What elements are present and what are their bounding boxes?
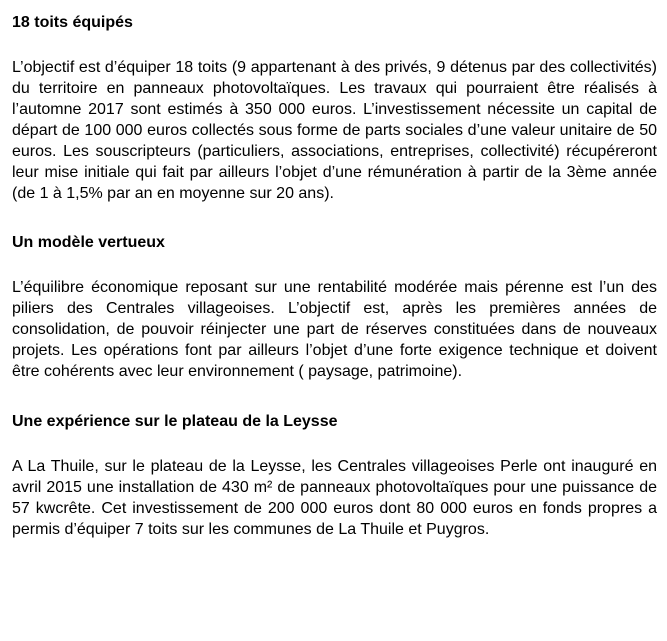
section-heading: Un modèle vertueux bbox=[12, 234, 165, 251]
section-modele-vertueux bbox=[12, 232, 657, 382]
section-paragraph: A La Thuile, sur le plateau de la Leysse, les Centrales villageoises Perle ont inauguré en avril 2015 une installation de 430 m² de panneaux photovoltaïques pour une puissance de 57 kwcrête. Cet investissement de 200 000 euros dont 80 000 euros en fonds propres a permis d’équiper 7 toits sur les communes de La Thuile et Puygros. bbox=[12, 458, 657, 538]
section-toits-equipes bbox=[12, 12, 657, 204]
section-heading: Une expérience sur le plateau de la Leysse bbox=[12, 413, 338, 430]
section-heading: 18 toits équipés bbox=[12, 14, 133, 31]
section-paragraph: L’objectif est d’équiper 18 toits (9 appartenant à des privés, 9 détenus par des collectivités) du territoire en panneaux photovoltaïques. Les travaux qui pourraient être réalisés à l’automne 2017 sont estimés à 350 000 euros. L’investissement nécessite un capital de départ de 100 000 euros collectés sous forme de parts sociales d’une valeur unitaire de 50 euros. Les souscripteurs (particuliers, associations, entreprises, collectivité) récupéreront leur mise initiale qui fait par ailleurs l’objet d’une rémunération à partir de la 3ème année (de 1 à 1,5% par an en moyenne sur 20 ans). bbox=[12, 59, 657, 202]
section-paragraph: L’équilibre économique reposant sur une rentabilité modérée mais pérenne est l’un des piliers des Centrales villageoises. L’objectif est, après les premières années de consolidation, de pouvoir réinjecter une part de réserves constituées dans de nouveaux projets. Les opérations font par ailleurs l’objet d’une forte exigence technique et doivent être cohérents avec leur environnement ( paysage, patrimoine). bbox=[12, 279, 657, 380]
section-experience-leysse bbox=[12, 411, 657, 540]
